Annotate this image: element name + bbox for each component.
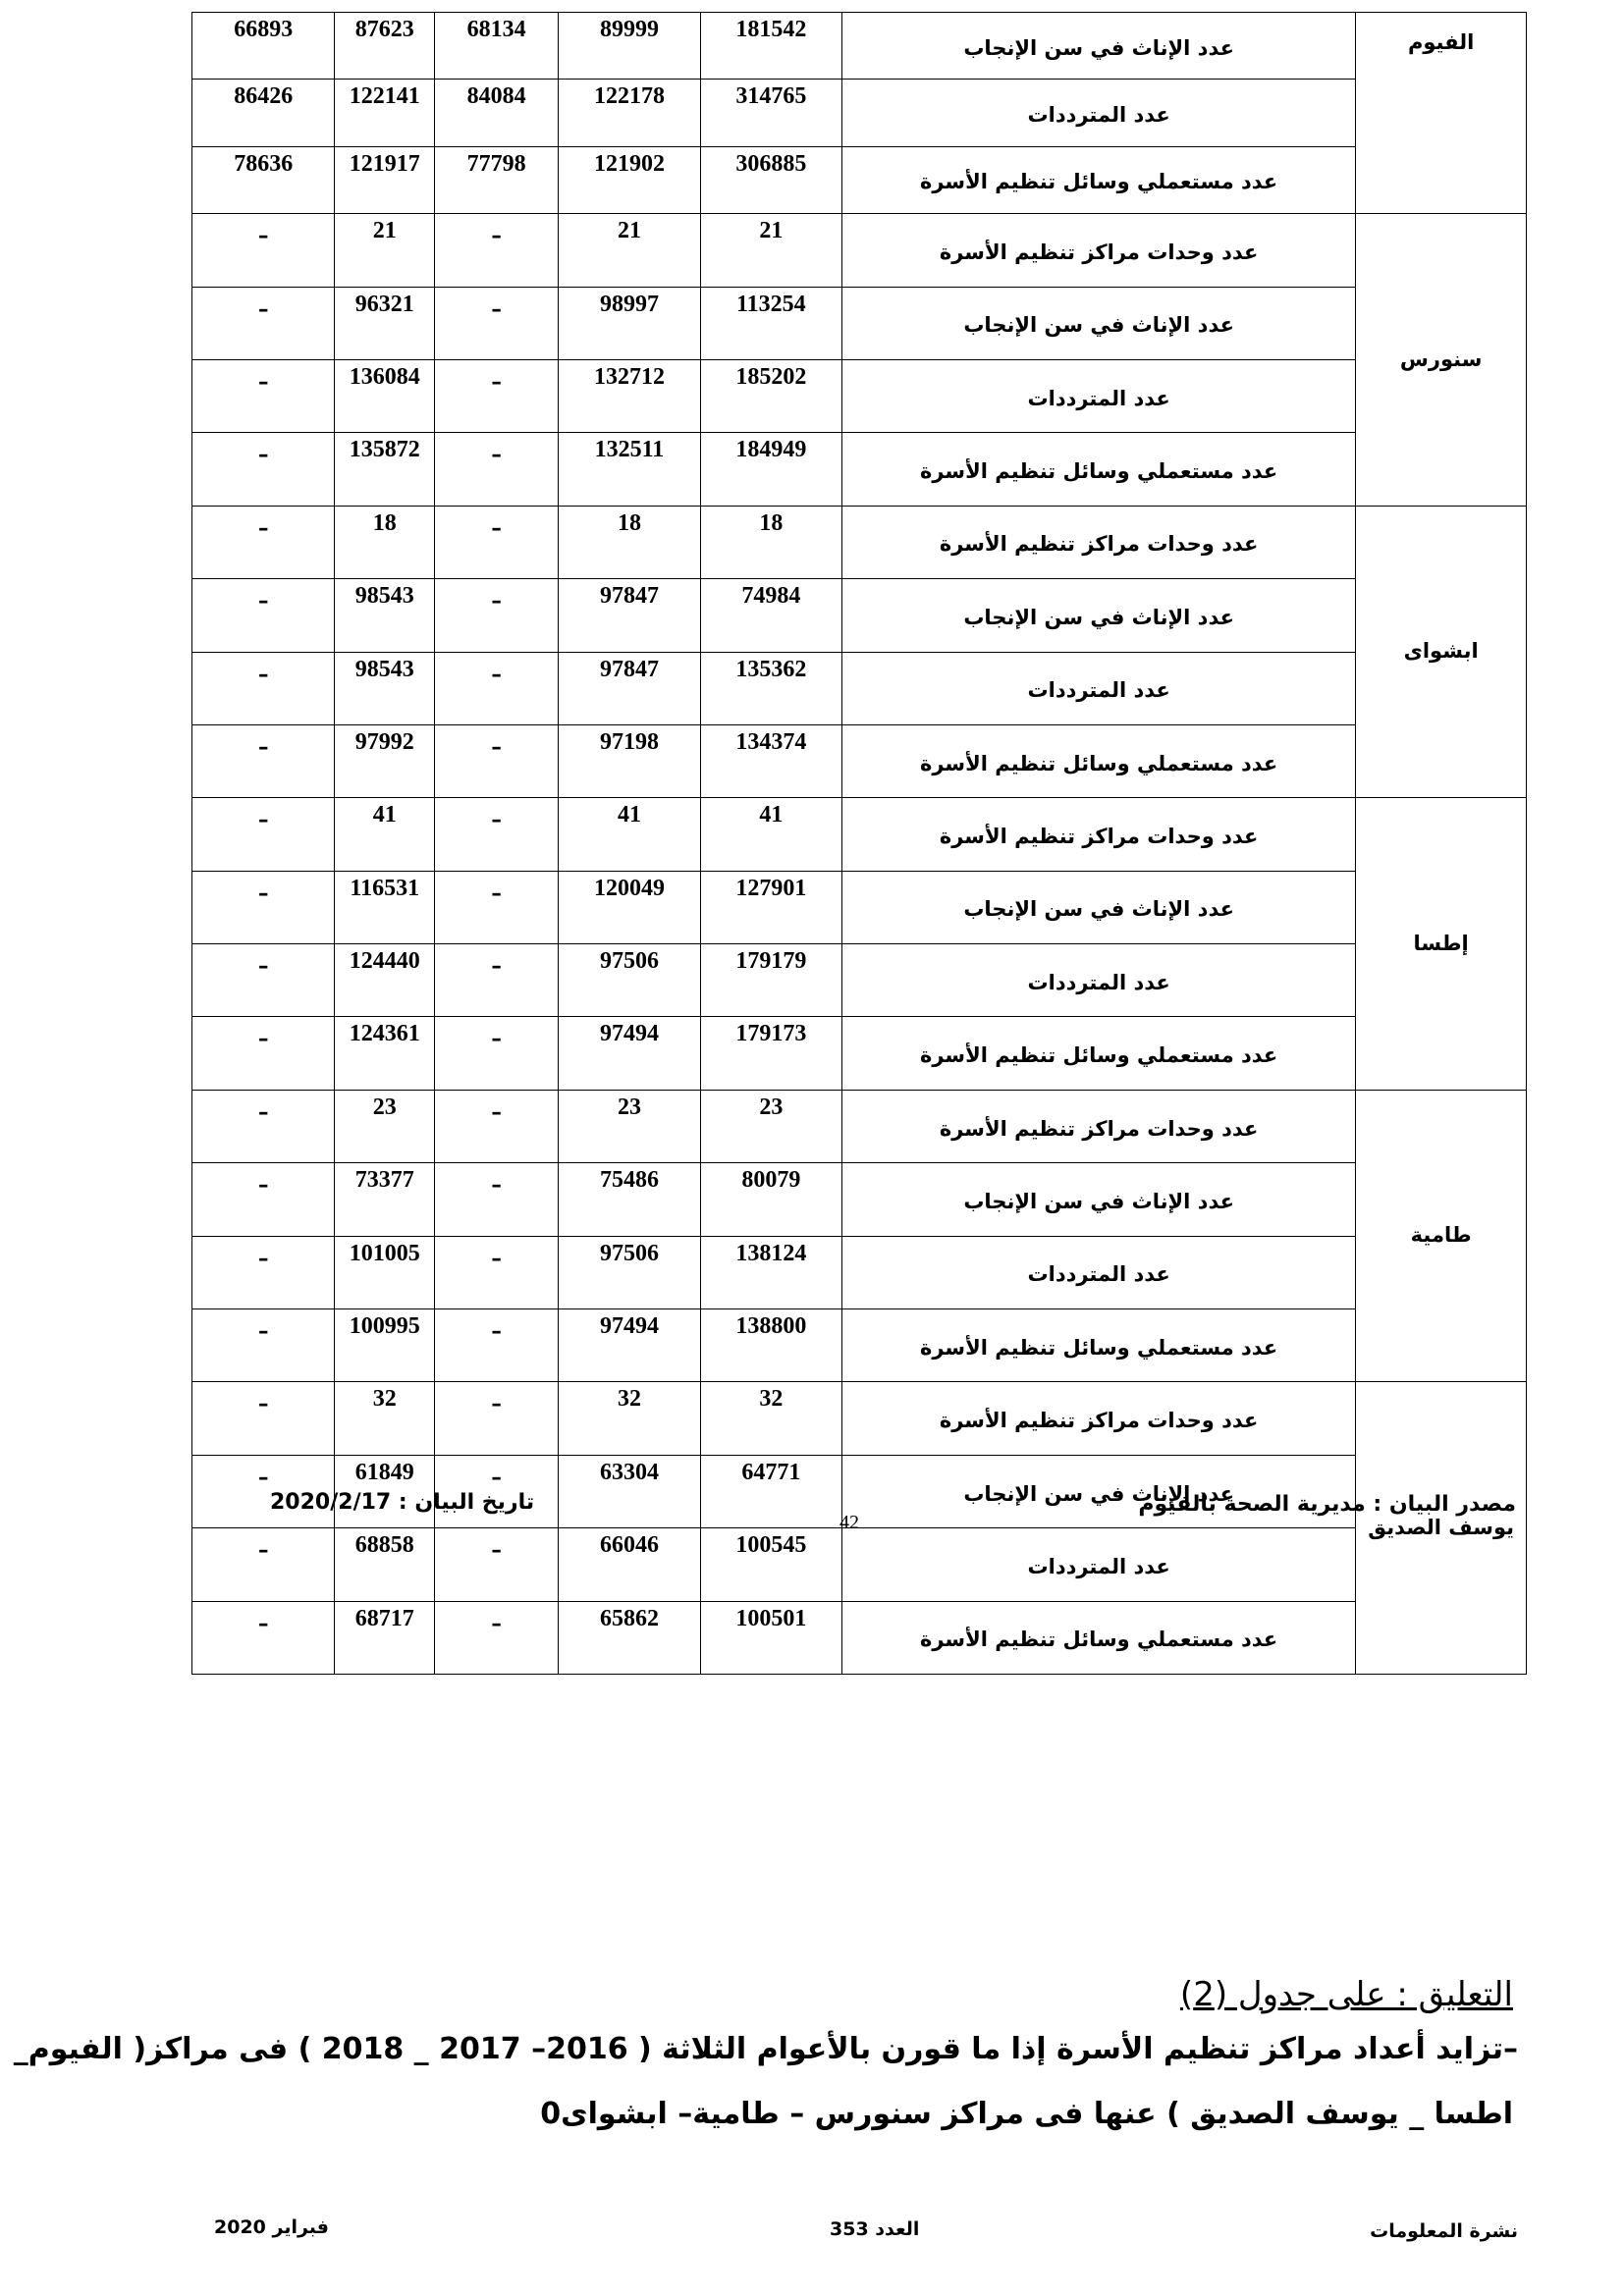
- table-cell: 179179: [700, 944, 841, 1017]
- table-cell: –: [434, 944, 558, 1017]
- table-row: [192, 1236, 1527, 1308]
- row-label: عدد مستعملي وسائل تنظيم الأسرة: [841, 1601, 1355, 1674]
- table-cell: –: [192, 798, 335, 871]
- table-row: [192, 798, 1527, 871]
- table-row: [192, 1090, 1527, 1162]
- table-cell: –: [192, 433, 335, 506]
- comment-line-1: –تزايد أعداد مراكز تنظيم الأسرة إذا ما قورن بالأعوام الثلاثة ( 2016– 2017 _ 2018 ) فى مراكز( الفيوم_: [13, 2032, 1518, 2066]
- table-cell: –: [434, 1455, 558, 1527]
- table-cell: –: [434, 1090, 558, 1162]
- table-cell: 73377: [335, 1163, 435, 1236]
- row-label: عدد الإناث في سن الإنجاب: [841, 579, 1355, 652]
- table-cell: 18: [700, 506, 841, 578]
- center-name: إطسا: [1356, 798, 1527, 1091]
- table-cell: 116531: [335, 871, 435, 943]
- table-cell: 80079: [700, 1163, 841, 1236]
- table-row: [192, 214, 1527, 287]
- table-cell: 18: [335, 506, 435, 578]
- table-cell: 98543: [335, 652, 435, 724]
- table-cell: –: [192, 1309, 335, 1382]
- table-cell: 75486: [559, 1163, 700, 1236]
- center-name: يوسف الصديق: [1356, 1382, 1527, 1675]
- data-date: تاريخ البيان : 2020/2/17: [270, 1490, 535, 1515]
- table-cell: 78636: [192, 146, 335, 213]
- table-cell: –: [192, 1163, 335, 1236]
- page-number: 42: [839, 1512, 859, 1533]
- table-cell: 121902: [559, 146, 700, 213]
- table-cell: 97847: [559, 652, 700, 724]
- table-cell: 97494: [559, 1309, 700, 1382]
- table-cell: 21: [559, 214, 700, 287]
- table-row: [192, 1382, 1527, 1455]
- table-cell: 122141: [335, 80, 435, 146]
- table-cell: 179173: [700, 1017, 841, 1090]
- table-row: [192, 871, 1527, 943]
- center-name: الفيوم: [1356, 13, 1527, 214]
- table-cell: 68858: [335, 1528, 435, 1601]
- table-cell: 87623: [335, 13, 435, 80]
- table-row: [192, 652, 1527, 724]
- table-cell: 64771: [700, 1455, 841, 1527]
- table-cell: 41: [700, 798, 841, 871]
- data-source: مصدر البيان : مديرية الصحة بالفيوم: [1138, 1492, 1516, 1517]
- table-cell: 181542: [700, 13, 841, 80]
- table-cell: –: [434, 1163, 558, 1236]
- table-cell: 74984: [700, 579, 841, 652]
- table-cell: –: [192, 1528, 335, 1601]
- table-cell: –: [434, 287, 558, 359]
- row-label: عدد الإناث في سن الإنجاب: [841, 13, 1355, 80]
- table-cell: 63304: [559, 1455, 700, 1527]
- table-cell: –: [434, 652, 558, 724]
- table-cell: –: [434, 1382, 558, 1455]
- table-cell: –: [192, 579, 335, 652]
- row-label: عدد الإناث في سن الإنجاب: [841, 287, 1355, 359]
- table-row: [192, 1528, 1527, 1601]
- row-label: عدد الإناث في سن الإنجاب: [841, 871, 1355, 943]
- table-cell: –: [192, 724, 335, 797]
- table-cell: 306885: [700, 146, 841, 213]
- table-cell: 23: [700, 1090, 841, 1162]
- table-cell: 184949: [700, 433, 841, 506]
- row-label: عدد المترددات: [841, 80, 1355, 146]
- table-cell: 41: [335, 798, 435, 871]
- table-cell: –: [192, 214, 335, 287]
- table-cell: 32: [700, 1382, 841, 1455]
- table-cell: –: [192, 359, 335, 432]
- table-cell: 97506: [559, 944, 700, 1017]
- table-cell: 68134: [434, 13, 558, 80]
- table-cell: 138124: [700, 1236, 841, 1308]
- row-label: عدد وحدات مراكز تنظيم الأسرة: [841, 214, 1355, 287]
- table-cell: 138800: [700, 1309, 841, 1382]
- table-cell: 96321: [335, 287, 435, 359]
- table-cell: 124361: [335, 1017, 435, 1090]
- table-row: [192, 1163, 1527, 1236]
- table-cell: 21: [700, 214, 841, 287]
- table-row: [192, 579, 1527, 652]
- center-name: طامية: [1356, 1090, 1527, 1382]
- table-cell: 97198: [559, 724, 700, 797]
- row-label: عدد وحدات مراكز تنظيم الأسرة: [841, 1382, 1355, 1455]
- statistics-table: [191, 12, 1527, 1675]
- table-cell: –: [192, 1455, 335, 1527]
- row-label: عدد مستعملي وسائل تنظيم الأسرة: [841, 1017, 1355, 1090]
- row-label: عدد مستعملي وسائل تنظيم الأسرة: [841, 433, 1355, 506]
- table-cell: 23: [559, 1090, 700, 1162]
- row-label: عدد المترددات: [841, 944, 1355, 1017]
- table-cell: –: [434, 433, 558, 506]
- table-row: [192, 146, 1527, 213]
- table-cell: 113254: [700, 287, 841, 359]
- table-row: [192, 1601, 1527, 1674]
- table-cell: 97494: [559, 1017, 700, 1090]
- table-cell: –: [434, 506, 558, 578]
- table-row: [192, 359, 1527, 432]
- table-cell: 135872: [335, 433, 435, 506]
- table-cell: 77798: [434, 146, 558, 213]
- table-cell: 314765: [700, 80, 841, 146]
- table-cell: 100501: [700, 1601, 841, 1674]
- table-cell: 84084: [434, 80, 558, 146]
- row-label: عدد مستعملي وسائل تنظيم الأسرة: [841, 724, 1355, 797]
- table-row: [192, 433, 1527, 506]
- table-cell: 21: [335, 214, 435, 287]
- table-cell: –: [192, 1017, 335, 1090]
- row-label: عدد المترددات: [841, 359, 1355, 432]
- table-cell: 65862: [559, 1601, 700, 1674]
- table-cell: 66046: [559, 1528, 700, 1601]
- row-label: عدد المترددات: [841, 1236, 1355, 1308]
- table-cell: –: [192, 871, 335, 943]
- table-row: [192, 1309, 1527, 1382]
- row-label: عدد وحدات مراكز تنظيم الأسرة: [841, 798, 1355, 871]
- table-cell: 18: [559, 506, 700, 578]
- comment-heading: التعليق : على جدول (2): [1179, 1975, 1513, 2014]
- table-cell: 132511: [559, 433, 700, 506]
- table-cell: –: [434, 724, 558, 797]
- table-row: [192, 80, 1527, 146]
- center-name: ابشواى: [1356, 506, 1527, 798]
- table-cell: 122178: [559, 80, 700, 146]
- table-cell: –: [434, 871, 558, 943]
- table-cell: –: [192, 1090, 335, 1162]
- table-cell: 100995: [335, 1309, 435, 1382]
- table-cell: 120049: [559, 871, 700, 943]
- table-cell: 127901: [700, 871, 841, 943]
- table-row: [192, 724, 1527, 797]
- table-cell: 41: [559, 798, 700, 871]
- table-cell: –: [434, 214, 558, 287]
- table-row: [192, 1017, 1527, 1090]
- table-cell: –: [434, 1236, 558, 1308]
- table-cell: 101005: [335, 1236, 435, 1308]
- table-cell: 98997: [559, 287, 700, 359]
- table-cell: –: [434, 1528, 558, 1601]
- row-label: عدد وحدات مراكز تنظيم الأسرة: [841, 1090, 1355, 1162]
- row-label: عدد الإناث في سن الإنجاب: [841, 1163, 1355, 1236]
- center-name: سنورس: [1356, 214, 1527, 507]
- table-cell: –: [192, 506, 335, 578]
- table-cell: –: [192, 287, 335, 359]
- table-cell: 135362: [700, 652, 841, 724]
- row-label: عدد مستعملي وسائل تنظيم الأسرة: [841, 1309, 1355, 1382]
- table-cell: 61849: [335, 1455, 435, 1527]
- row-label: عدد مستعملي وسائل تنظيم الأسرة: [841, 146, 1355, 213]
- table-cell: –: [434, 359, 558, 432]
- table-cell: 97506: [559, 1236, 700, 1308]
- table-cell: 124440: [335, 944, 435, 1017]
- table-cell: 136084: [335, 359, 435, 432]
- row-label: عدد وحدات مراكز تنظيم الأسرة: [841, 506, 1355, 578]
- table-cell: 185202: [700, 359, 841, 432]
- table-cell: –: [434, 1601, 558, 1674]
- footer-issue: العدد 353: [830, 2218, 920, 2240]
- row-label: عدد الإناث في سن الإنجاب: [841, 1455, 1355, 1527]
- row-label: عدد المترددات: [841, 652, 1355, 724]
- table-row: [192, 506, 1527, 578]
- table-cell: 121917: [335, 146, 435, 213]
- table-cell: 23: [335, 1090, 435, 1162]
- table-cell: –: [192, 1236, 335, 1308]
- table-cell: 86426: [192, 80, 335, 146]
- table-row: [192, 13, 1527, 80]
- footer-date: فبراير 2020: [214, 2216, 329, 2238]
- table-row: [192, 944, 1527, 1017]
- table-row: [192, 287, 1527, 359]
- table-cell: 97847: [559, 579, 700, 652]
- table-cell: –: [192, 652, 335, 724]
- table-cell: –: [192, 944, 335, 1017]
- table-cell: 97992: [335, 724, 435, 797]
- row-label: عدد المترددات: [841, 1528, 1355, 1601]
- table-cell: 100545: [700, 1528, 841, 1601]
- table-cell: –: [192, 1382, 335, 1455]
- comment-line-2: اطسا _ يوسف الصديق ) عنها فى مراكز سنورس – طامية– ابشواى0: [540, 2097, 1513, 2131]
- table-cell: –: [434, 1017, 558, 1090]
- table-cell: 68717: [335, 1601, 435, 1674]
- table-cell: 66893: [192, 13, 335, 80]
- table-cell: 32: [335, 1382, 435, 1455]
- table-cell: 132712: [559, 359, 700, 432]
- table-cell: 32: [559, 1382, 700, 1455]
- table-cell: –: [434, 1309, 558, 1382]
- table-cell: –: [192, 1601, 335, 1674]
- footer-publication: نشرة المعلومات: [1370, 2220, 1518, 2242]
- table-cell: 89999: [559, 13, 700, 80]
- table-cell: –: [434, 798, 558, 871]
- table-cell: –: [434, 579, 558, 652]
- table-cell: 134374: [700, 724, 841, 797]
- table-cell: 98543: [335, 579, 435, 652]
